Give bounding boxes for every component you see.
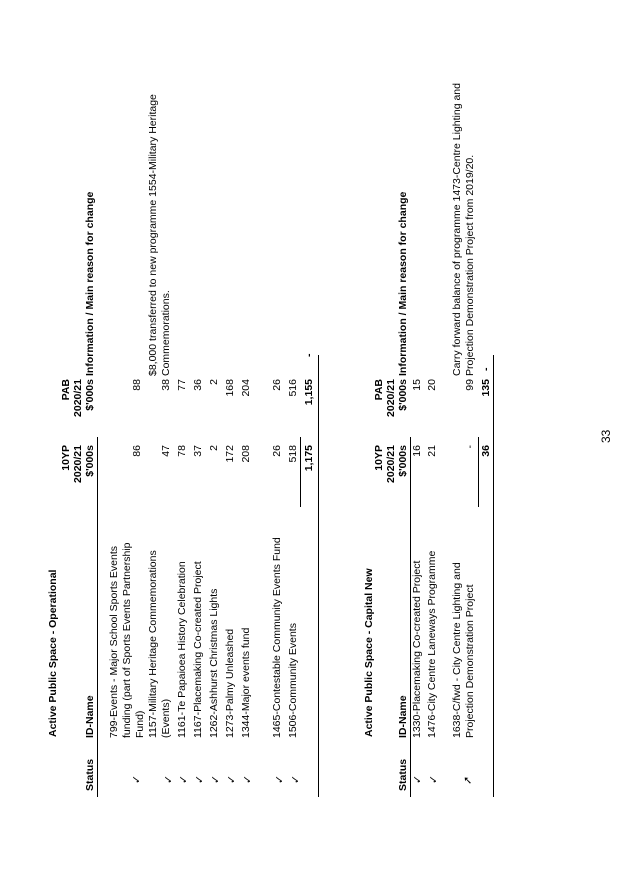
status-tick-icon: ✓ bbox=[194, 774, 206, 784]
row-name: 1157-Military Heritage Commemorations bbox=[147, 550, 159, 738]
row-10yp-value: - bbox=[464, 445, 476, 449]
operational-header-rule bbox=[97, 437, 98, 797]
operational-bottom-rule bbox=[318, 355, 319, 797]
row-10yp-value: 26 bbox=[271, 445, 283, 457]
row-name: Projection Demonstration Project bbox=[464, 584, 476, 738]
status-tick-icon: ✓ bbox=[290, 774, 302, 784]
row-name: 1167-Placemaking Co-created Project bbox=[192, 561, 204, 738]
operational-total-pab: 1,155 bbox=[303, 379, 315, 406]
capital-info-header: Information / Main reason for change bbox=[397, 191, 409, 376]
capital-total-diff: - bbox=[480, 367, 492, 371]
capital-total-rule bbox=[478, 437, 479, 507]
row-name: 1344-Major events fund bbox=[240, 627, 252, 738]
operational-pab-label: PAB bbox=[60, 379, 72, 401]
row-name: Fund) bbox=[134, 710, 146, 738]
row-name: (Events) bbox=[160, 698, 172, 738]
operational-status-header: Status bbox=[84, 758, 96, 791]
capital-title: Active Public Space - Capital New bbox=[363, 568, 375, 737]
operational-info-header: Information / Main reason for change bbox=[84, 191, 96, 376]
row-pab-value: 2 bbox=[208, 379, 220, 385]
status-tick-icon: ✓ bbox=[428, 774, 440, 784]
capital-total-pab: 135 bbox=[480, 379, 492, 397]
row-pab-value: 204 bbox=[240, 379, 252, 397]
row-pab-value: 88 bbox=[131, 379, 143, 391]
status-tick-icon: ✓ bbox=[210, 774, 222, 784]
status-tick-icon: ✓ bbox=[163, 774, 175, 784]
capital-10yp-label: 10YP bbox=[373, 445, 385, 471]
capital-pab-year: 2020/21 bbox=[385, 379, 397, 417]
operational-idname-header: ID-Name bbox=[84, 695, 96, 738]
status-tick-icon: ✓ bbox=[242, 774, 254, 784]
operational-10yp-unit: $'000s bbox=[84, 445, 96, 477]
row-10yp-value: 16 bbox=[411, 445, 423, 457]
operational-10yp-label: 10YP bbox=[60, 445, 72, 471]
row-name: 1330-Placemaking Co-created Project bbox=[411, 560, 423, 738]
capital-10yp-year: 2020/21 bbox=[385, 445, 397, 483]
row-10yp-value: 86 bbox=[131, 445, 143, 457]
row-name: 799-Events - Major School Sports Events bbox=[108, 545, 120, 738]
operational-total-10yp: 1,175 bbox=[303, 445, 315, 472]
row-name: 1262-Ashhurst Christmas Lights bbox=[208, 588, 220, 738]
operational-pab-year: 2020/21 bbox=[72, 379, 84, 417]
row-pab-value: 15 bbox=[411, 379, 423, 391]
capital-total-10yp: 36 bbox=[480, 445, 492, 457]
row-pab-value: 26 bbox=[271, 379, 283, 391]
capital-status-header: Status bbox=[397, 758, 409, 791]
operational-total-diff: - bbox=[303, 353, 315, 357]
row-pab-value: 168 bbox=[224, 379, 236, 397]
operational-10yp-year: 2020/21 bbox=[72, 445, 84, 483]
row-10yp-value: 172 bbox=[224, 445, 236, 463]
row-name: 1161-Te Papaioea History Celebration bbox=[176, 561, 188, 738]
status-tick-icon: ✓ bbox=[131, 774, 143, 784]
row-10yp-value: 2 bbox=[208, 445, 220, 451]
row-pab-value: 20 bbox=[426, 379, 438, 391]
operational-total-rule bbox=[300, 437, 301, 507]
status-up-arrow-icon: ➚ bbox=[462, 775, 474, 785]
row-10yp-value: 208 bbox=[240, 445, 252, 463]
row-pab-value: 516 bbox=[287, 379, 299, 397]
row-name: funding (part of Sports Events Partnership bbox=[121, 542, 133, 738]
row-pab-value: 77 bbox=[176, 379, 188, 391]
capital-pab-label: PAB bbox=[373, 379, 385, 401]
row-pab-value: 36 bbox=[192, 379, 204, 391]
capital-idname-header: ID-Name bbox=[397, 695, 409, 738]
operational-title: Active Public Space - Operational bbox=[47, 569, 59, 737]
row-name: 1506-Community Events bbox=[287, 623, 299, 738]
row-10yp-value: 78 bbox=[176, 445, 188, 457]
row-name: 1273-Palmy Unleashed bbox=[224, 628, 236, 738]
status-tick-icon: ✓ bbox=[274, 774, 286, 784]
capital-pab-unit: $'000s bbox=[397, 379, 409, 411]
row-pab-value: 38 bbox=[160, 379, 172, 391]
row-10yp-value: 21 bbox=[426, 445, 438, 457]
row-info: Carry forward balance of programme 1473-Centre Lighting and bbox=[451, 83, 463, 376]
capital-10yp-unit: $'000s bbox=[397, 445, 409, 477]
capital-bottom-rule bbox=[493, 355, 494, 797]
status-tick-icon: ✓ bbox=[226, 774, 238, 784]
row-name: 1465-Contestable Community Events Fund bbox=[271, 537, 283, 738]
operational-pab-unit: $'000s bbox=[84, 379, 96, 411]
row-10yp-value: 518 bbox=[287, 445, 299, 463]
status-tick-icon: ✓ bbox=[178, 774, 190, 784]
row-pab-value: 99 bbox=[464, 379, 476, 391]
row-info: Commemorations. bbox=[160, 290, 172, 376]
row-name: 1638-C/fwd - City Centre Lighting and bbox=[451, 562, 463, 738]
row-info: Projection Demonstration Project from 2019/20. bbox=[464, 154, 476, 376]
row-name: 1476-City Centre Laneways Programme bbox=[426, 550, 438, 738]
row-10yp-value: 47 bbox=[160, 445, 172, 457]
status-tick-icon: ✓ bbox=[412, 774, 424, 784]
row-10yp-value: 37 bbox=[192, 445, 204, 457]
page-number: 33 bbox=[599, 429, 613, 443]
row-info: $8,000 transferred to new programme 1554-Military Heritage bbox=[147, 94, 159, 376]
